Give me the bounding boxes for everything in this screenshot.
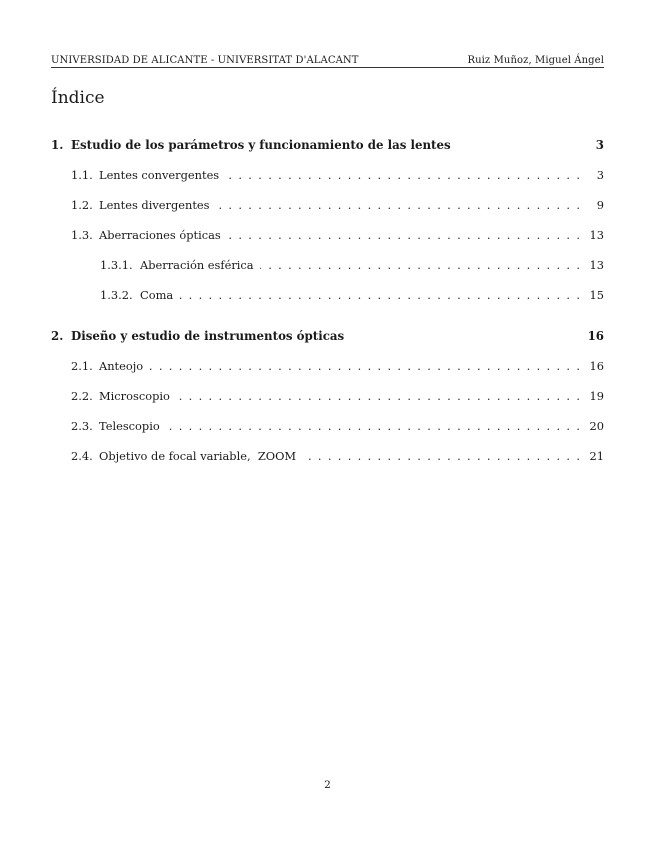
toc-dot-leader (176, 388, 580, 404)
toc-chapter-entry[interactable] (51, 328, 604, 344)
toc-entry-number: 1.3.2. (100, 288, 133, 302)
toc-entry-title: Lentes divergentes (99, 198, 210, 212)
toc-entry-page: 9 (596, 198, 604, 212)
toc-entry-title: Diseño y estudio de instrumentos ópticas (71, 329, 345, 343)
toc-section-entry[interactable] (51, 287, 604, 303)
toc-entry-number: 1.1. (71, 168, 93, 182)
toc-entry-page: 3 (595, 138, 604, 152)
toc-section-entry[interactable] (51, 358, 604, 374)
toc-entry-number: 1.3. (71, 228, 93, 242)
toc-entry-page: 16 (589, 359, 604, 373)
running-header (51, 52, 604, 68)
toc-entry-page: 3 (596, 168, 604, 182)
toc-dot-leader (166, 418, 580, 434)
toc-dot-leader (179, 287, 580, 303)
toc-entry-number: 1.3.1. (100, 258, 133, 272)
header-institution: UNIVERSIDAD DE ALICANTE - UNIVERSITAT D'ALACANT (51, 55, 359, 66)
toc-entry-title: Microscopio (99, 389, 170, 403)
toc-entry-page: 16 (587, 329, 604, 343)
toc-section-entry[interactable] (51, 418, 604, 434)
toc-entry-title: Objetivo de focal variable, ZOOM (99, 449, 297, 463)
toc-entry-number: 2.3. (71, 419, 93, 433)
toc-dot-leader (227, 227, 580, 243)
toc-section-entry[interactable] (51, 448, 604, 464)
toc-section-entry[interactable] (51, 388, 604, 404)
toc-entry-title: Coma (140, 288, 174, 302)
toc-section-entry[interactable] (51, 197, 604, 213)
toc-entry-title: Aberración esférica (140, 258, 254, 272)
toc-entry-number: 2.1. (71, 359, 93, 373)
toc-dot-leader (149, 358, 580, 374)
toc-section-entry[interactable] (51, 167, 604, 183)
toc-entry-title: Telescopio (99, 419, 160, 433)
toc-entry-page: 21 (589, 449, 604, 463)
toc-section-entry[interactable] (51, 257, 604, 273)
toc-section-entry[interactable] (51, 227, 604, 243)
header-author: Ruiz Muñoz, Miguel Ángel (467, 55, 604, 66)
toc-entry-page: 15 (589, 288, 604, 302)
toc-entry-title: Anteojo (99, 359, 144, 373)
toc-entry-page: 13 (589, 258, 604, 272)
toc-chapter-entry[interactable] (51, 137, 604, 153)
toc-entry-page: 19 (589, 389, 604, 403)
toc-entry-number: 2. (51, 329, 64, 343)
page-number: 2 (324, 779, 331, 791)
toc-dot-leader (225, 167, 580, 183)
toc-entry-number: 1.2. (71, 198, 93, 212)
toc-dot-leader (302, 448, 580, 464)
toc-entry-page: 20 (589, 419, 604, 433)
toc-entry-number: 1. (51, 138, 64, 152)
toc-title: Índice (51, 88, 105, 108)
toc-entry-title: Estudio de los parámetros y funcionamiento de las lentes (71, 138, 451, 152)
toc-entry-title: Lentes convergentes (99, 168, 220, 182)
toc-entry-number: 2.4. (71, 449, 93, 463)
toc-entry-title: Aberraciones ópticas (99, 228, 221, 242)
toc-dot-leader (216, 197, 580, 213)
toc-dot-leader (260, 257, 580, 273)
toc-entry-page: 13 (589, 228, 604, 242)
toc-entry-number: 2.2. (71, 389, 93, 403)
